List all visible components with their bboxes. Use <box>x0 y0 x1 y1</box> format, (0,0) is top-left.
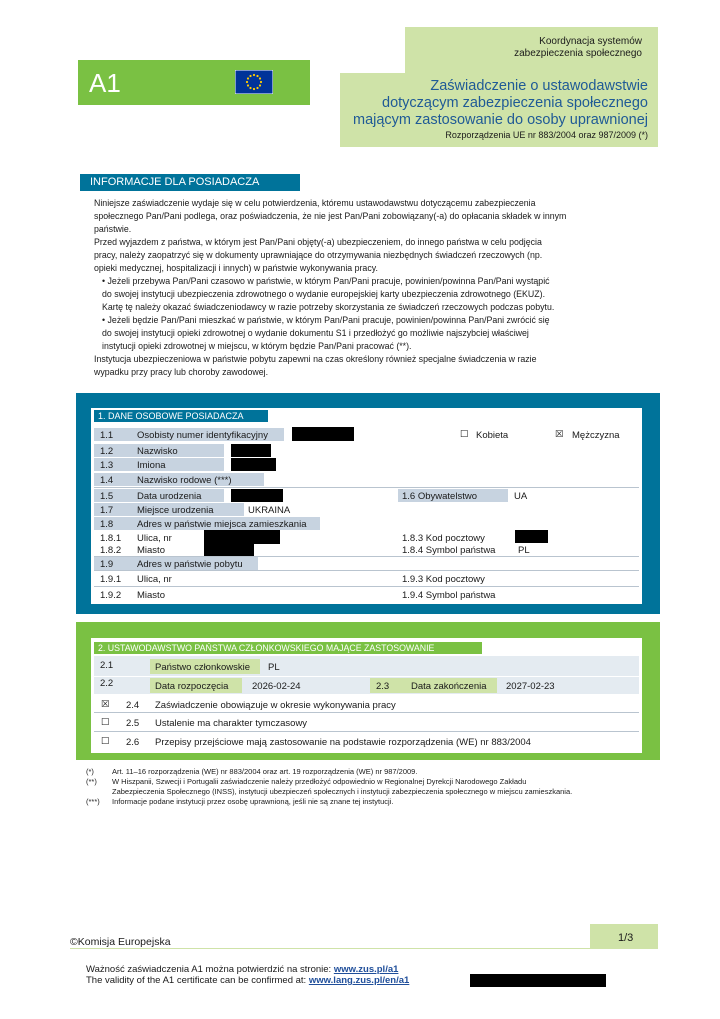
row-number: 2.5 <box>126 718 140 729</box>
row-label: Osobisty numer identyfikacyjny <box>137 430 268 441</box>
footnotes <box>86 767 666 807</box>
stay-country-label: 1.9.4 Symbol państwa <box>402 590 496 601</box>
copyright: ©Komisja Europejska <box>70 936 171 948</box>
info-line: państwie. <box>94 224 132 234</box>
country-symbol-label: 1.8.4 Symbol państwa <box>402 545 496 556</box>
info-line: społecznego Pan/Pani podlega, oraz poświadczenia, że nie jest Pan/Pani zobowiązany(-a) do opłacania składek w innym <box>94 211 567 221</box>
footnote-text: Zabezpieczenia Społecznego (INSS), instytucji ubezpieczeń społecznych i instytucji zabezpieczenia społecznego w miejscu zamieszkania. <box>112 787 573 796</box>
row-label: Data rozpoczęcia <box>155 681 229 692</box>
info-line: • Jeżeli przebywa Pan/Pani czasowo w państwie, w którym Pan/Pani pracuje, powinien/powinna Pan/Pani wystąpić <box>102 276 550 286</box>
nationality-value: UA <box>514 491 528 502</box>
info-line: Niniejsze zaświadczenie wydaje się w celu potwierdzenia, któremu ustawodawstwu dotyczącemu zabezpieczenia <box>94 198 536 208</box>
row-separator <box>94 570 639 571</box>
row-separator <box>94 731 639 732</box>
footnote-mark: (***) <box>86 797 100 806</box>
section2-heading: 2. USTAWODAWSTWO PAŃSTWA CZŁONKOWSKIEGO MAJĄCE ZASTOSOWANIE <box>94 642 482 654</box>
info-line: Kartę tę należy okazać świadczeniodawcy w razie potrzeby skorzystania ze świadczeń rzeczowych podczas pobytu. <box>102 302 555 312</box>
country-symbol-value: PL <box>518 545 530 556</box>
verify-en-link[interactable]: www.lang.zus.pl/en/a1 <box>308 975 410 986</box>
footnote-mark: (**) <box>86 777 97 786</box>
row-label: Ulica, nr <box>137 574 172 585</box>
info-text <box>94 197 624 379</box>
redacted-street <box>204 530 280 544</box>
female-label: Kobieta <box>476 430 509 441</box>
a1-label: A1 <box>89 68 121 98</box>
row-number: 1.8 <box>100 519 114 530</box>
row-number: 1.1 <box>100 430 114 441</box>
checkbox-2-5[interactable]: ☐ <box>101 717 110 728</box>
redacted-id <box>292 427 354 441</box>
checkbox-2-4[interactable]: ☒ <box>101 699 110 710</box>
footnote-text: Art. 11–16 rozporządzenia (WE) nr 883/2004 oraz art. 19 rozporządzenia (WE) nr 987/2009. <box>112 767 418 776</box>
row-separator <box>94 712 639 713</box>
row-number: 1.4 <box>100 475 114 486</box>
info-line: do swojej instytucji ubezpieczenia zdrowotnego o wydanie europejskiej karty ubezpieczenia zdrowotnego (EKUZ). <box>102 289 546 299</box>
info-line: Przed wyjazdem z państwa, w którym jest Pan/Pani objęty(-a) ubezpieczeniem, do innego państwa w celu podjęcia <box>94 237 542 247</box>
info-line: wypadku przy pracy lub choroby zawodowej. <box>94 367 269 377</box>
row-number: 1.8.2 <box>100 545 122 556</box>
row-label: Nazwisko rodowe (***) <box>137 475 232 486</box>
female-checkbox[interactable]: ☐ <box>460 429 469 440</box>
regulation-text: Rozporządzenia UE nr 883/2004 oraz 987/2009 (*) <box>445 130 648 140</box>
postcode-label: 1.8.3 Kod pocztowy <box>402 533 485 544</box>
row-label: Państwo członkowskie <box>155 662 251 673</box>
row-label: Adres w państwie pobytu <box>137 559 243 570</box>
info-heading: INFORMACJE DLA POSIADACZA <box>80 174 300 191</box>
row-label: Zaświadczenie obowiązuje w okresie wykonywania pracy <box>155 700 396 711</box>
coord-line-2: zabezpieczenia społecznego <box>514 48 642 59</box>
section1-heading: 1. DANE OSOBOWE POSIADACZA <box>94 410 268 422</box>
footnote-mark: (*) <box>86 767 94 776</box>
info-line: • Jeżeli będzie Pan/Pani mieszkać w państwie, w którym Pan/Pani pracuje, powinien/powinna Pan/Pani zwrócić się <box>102 315 550 325</box>
title-line-3: mającym zastosowanie do osoby uprawnionej <box>353 112 648 128</box>
row-number: 2.1 <box>100 660 114 671</box>
row-number: 1.9.1 <box>100 574 122 585</box>
row-label: Ustalenie ma charakter tymczasowy <box>155 718 308 729</box>
redacted-surname <box>231 444 271 457</box>
row-label: Miasto <box>137 545 165 556</box>
stay-postcode-label: 1.9.3 Kod pocztowy <box>402 574 485 585</box>
row-label: Data urodzenia <box>137 491 202 502</box>
row-number: 2.3 <box>376 681 390 692</box>
checkbox-2-6[interactable]: ☐ <box>101 736 110 747</box>
row-separator <box>94 487 639 488</box>
row-number: 1.9.2 <box>100 590 122 601</box>
info-line: Instytucja ubezpieczeniowa w państwie pobytu zapewni na czas określony również specjalne świadczenia w razie <box>94 354 537 364</box>
row-label: Data zakończenia <box>411 681 487 692</box>
row-number: 1.8.1 <box>100 533 122 544</box>
start-date-value: 2026-02-24 <box>252 681 301 692</box>
row-label: Miasto <box>137 590 165 601</box>
row-label: Adres w państwie miejsca zamieszkania <box>137 519 307 530</box>
verify-pl-text: Ważność zaświadczenia A1 można potwierdzić na stronie: <box>86 964 334 975</box>
row-number: 1.9 <box>100 559 114 570</box>
page-number: 1/3 <box>618 932 634 944</box>
verify-en-text: The validity of the A1 certificate can be confirmed at: <box>86 975 309 986</box>
info-line: do swojej instytucji opieki zdrowotnej o wydanie dokumentu S1 i przedłożyć go możliwie najszybciej właściwej <box>102 328 529 338</box>
coordination-text <box>410 36 642 60</box>
row-label: Przepisy przejściowe mają zastosowanie na podstawie rozporządzenia (WE) nr 883/2004 <box>155 737 531 748</box>
row-number: 2.4 <box>126 700 140 711</box>
title-line-1: Zaświadczenie o ustawodawstwie <box>430 78 648 94</box>
document-title <box>330 78 648 129</box>
end-date-value: 2027-02-23 <box>506 681 555 692</box>
title-line-2: dotyczącym zabezpieczenia społecznego <box>382 95 648 111</box>
row-label: Miejsce urodzenia <box>137 505 214 516</box>
verify-pl-link[interactable]: www.zus.pl/a1 <box>333 964 399 975</box>
footer-rule <box>70 948 590 949</box>
male-label: Mężczyzna <box>572 430 620 441</box>
redacted-code <box>470 974 606 987</box>
info-line: pracy, należy zaopatrzyć się w dokumenty uprawniające do otrzymywania niezbędnych świadczeń rzeczowych (np. <box>94 250 543 260</box>
footnote-text: W Hiszpanii, Szwecji i Portugalii zaświadczenie należy przedłożyć odpowiednio w Regionalnej Dyrekcji Narodowego Zakładu <box>112 777 527 786</box>
nationality-label: 1.6 Obywatelstwo <box>402 491 477 502</box>
male-checkbox[interactable]: ☒ <box>555 429 564 440</box>
redacted-postcode <box>515 530 548 543</box>
row-label: Imiona <box>137 460 166 471</box>
info-line: opieki medycznej, hospitalizacji i innych) w państwie wykonywania pracy. <box>94 263 378 273</box>
row-number: 2.2 <box>100 678 114 689</box>
redacted-birthdate <box>231 489 283 502</box>
row-number: 1.2 <box>100 446 114 457</box>
row-number: 1.7 <box>100 505 114 516</box>
row-label: Ulica, nr <box>137 533 172 544</box>
coord-line-1: Koordynacja systemów <box>539 36 642 47</box>
redacted-names <box>231 458 276 471</box>
birthplace-value: UKRAINA <box>248 505 291 516</box>
footnote-text: Informacje podane instytucji przez osobę uprawnioną, jeśli nie są znane tej instytucji. <box>112 797 394 806</box>
row-number: 2.6 <box>126 737 140 748</box>
member-state-value: PL <box>268 662 280 673</box>
info-line: instytucji opieki zdrowotnej w miejscu, w którym będzie Pan/Pani pracować (**). <box>102 341 412 351</box>
verify-text <box>86 964 409 986</box>
row-separator <box>94 586 639 587</box>
row-label: Nazwisko <box>137 446 178 457</box>
row-number: 1.5 <box>100 491 114 502</box>
eu-flag-icon <box>235 70 273 94</box>
redacted-city <box>204 544 254 556</box>
row-number: 1.3 <box>100 460 114 471</box>
